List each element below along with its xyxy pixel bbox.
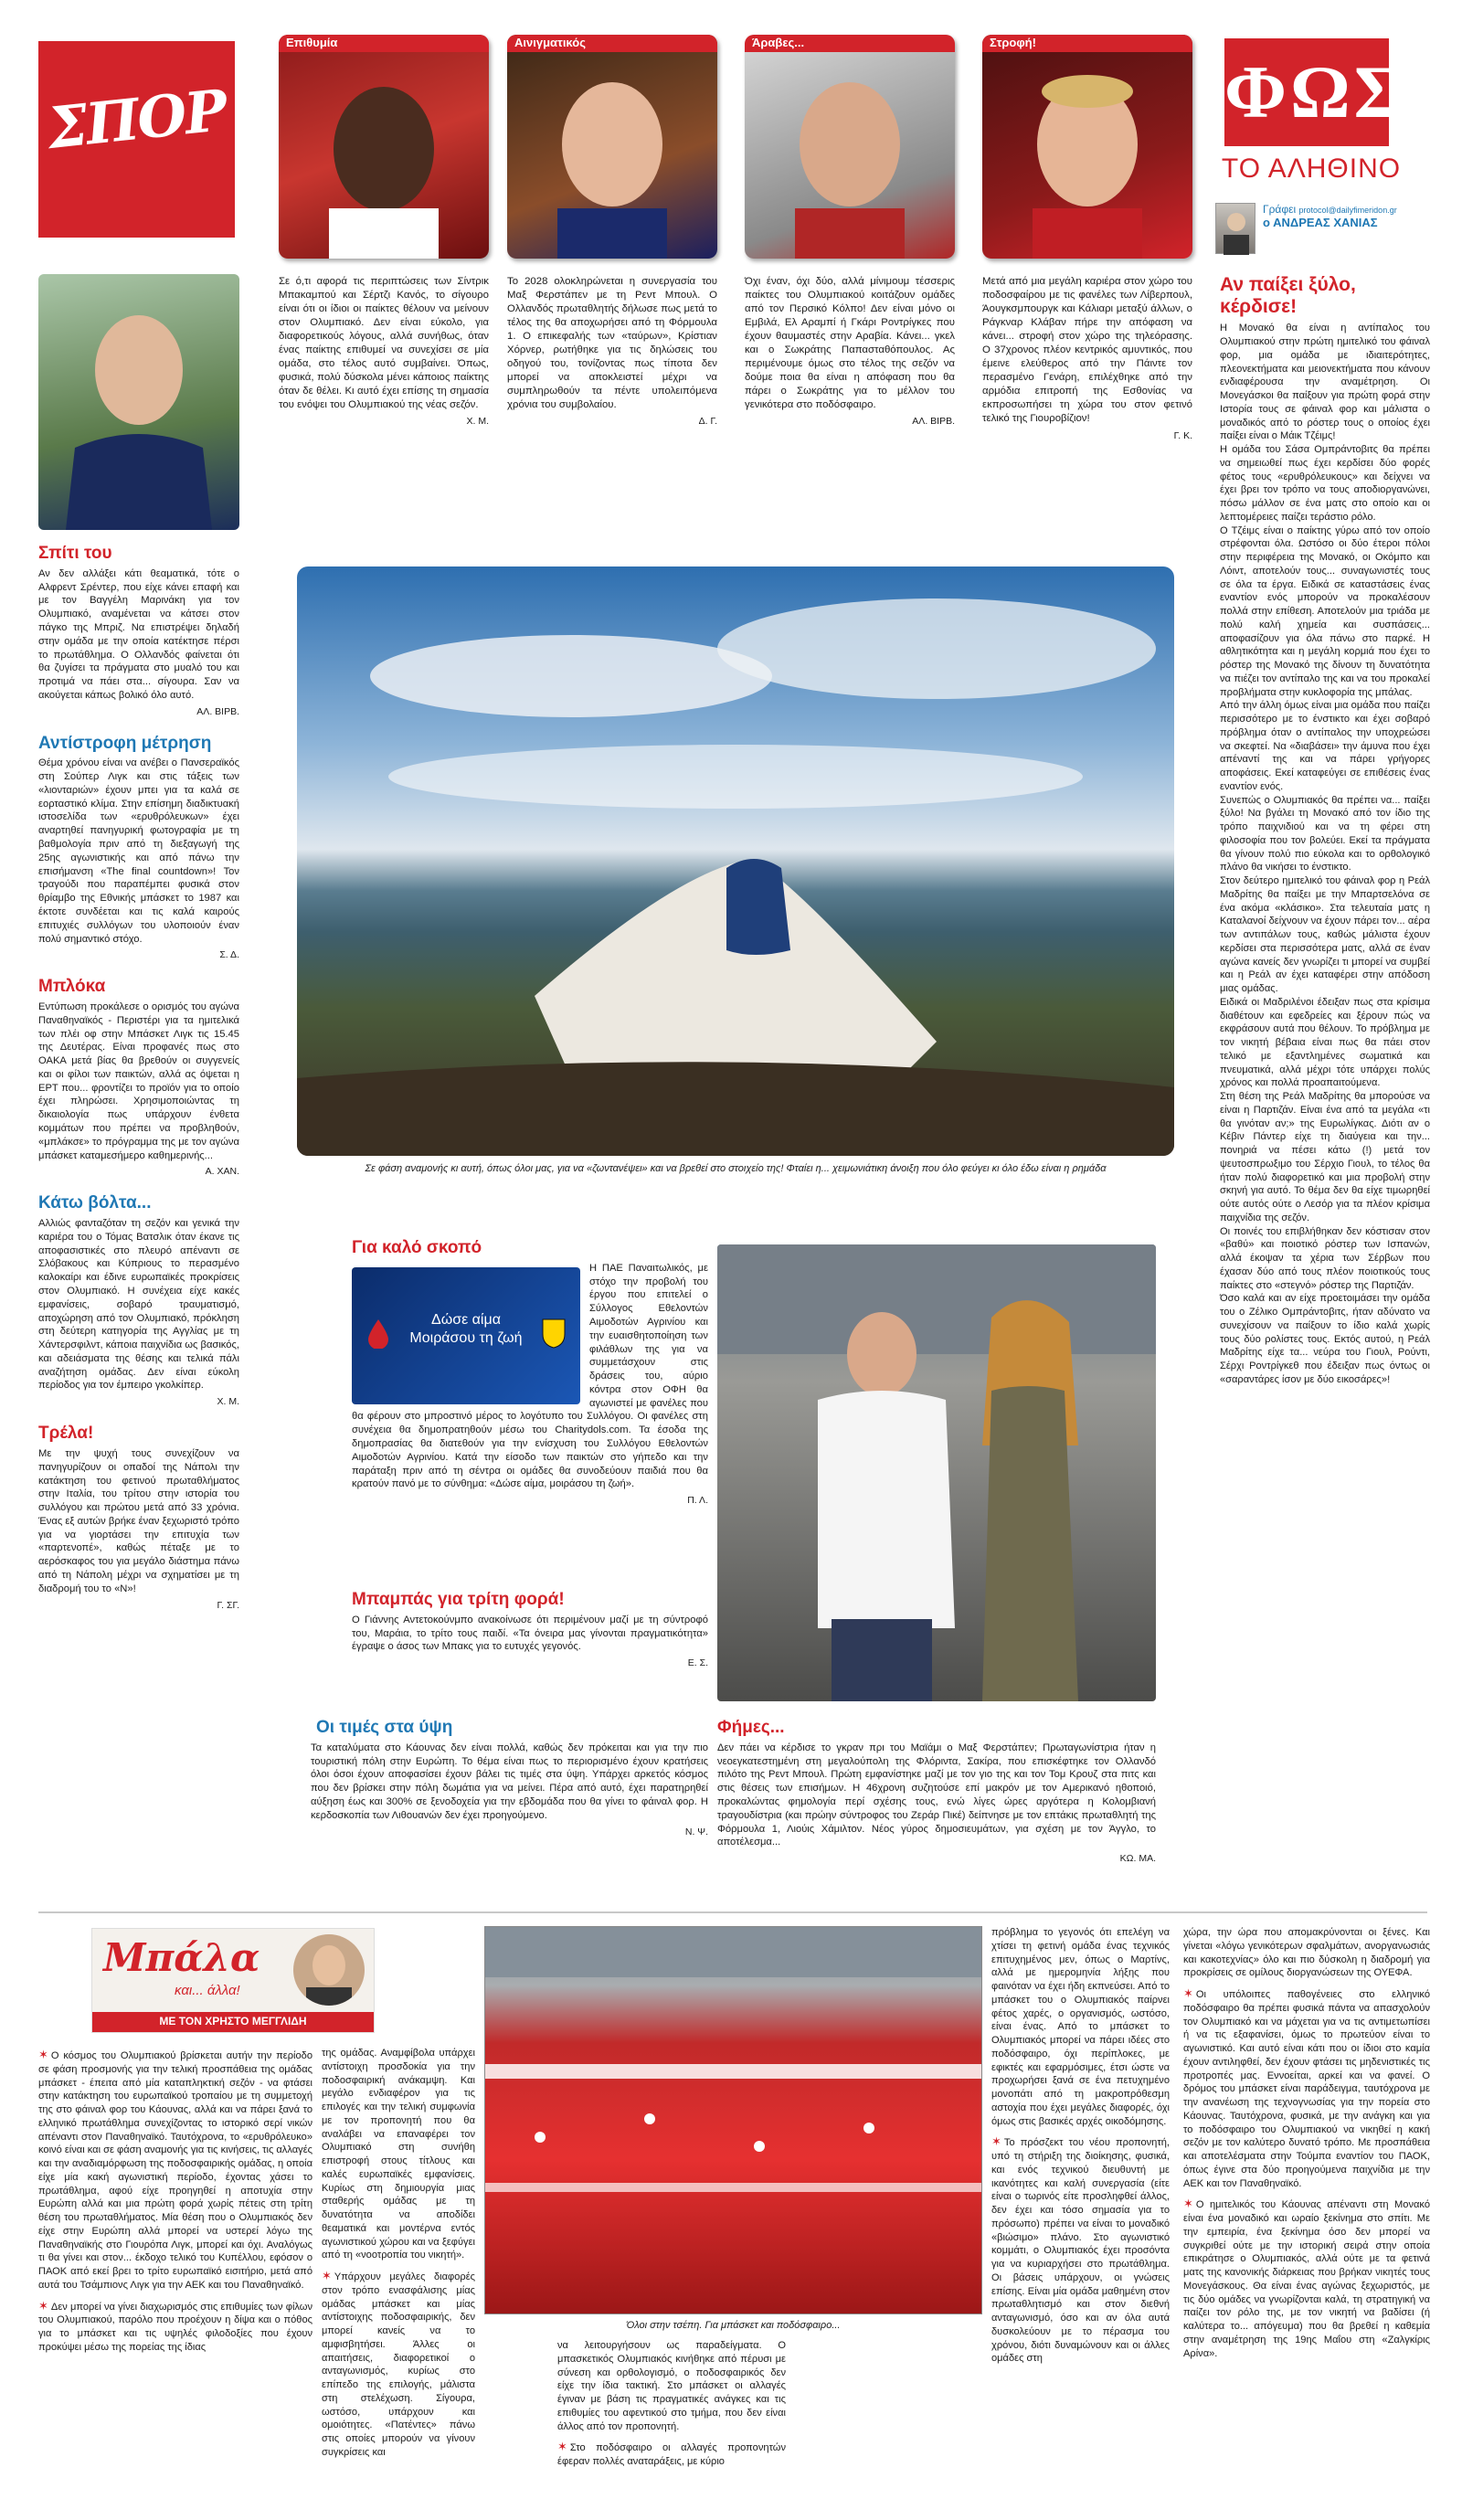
card-desire [279,35,489,429]
card-signature: Γ. Κ. [1173,429,1192,441]
feature-paragraph: Όσο καλά και αν είχε προετοιμάσει την ομάδα του ο Ζέλικο Ομπράντοβιτς, ήταν αδύνατο να συνεχίσουν να παίξουν το ίδιο καλά χωρίς τους δύο ρολίστες τους. Εκτός αυτού, η Ρεάλ Μαδρίτης είχε τα... νεύρα του Γιουλ, Ρούντι, Σέρχι Ροντρίγκεθ που έδειξαν πως όντως οι «σαραντάρες ίσον με δύο εικοσάρες»! [1220,1293,1430,1385]
author-avatar-icon [1216,204,1256,255]
celebrity-photo [717,1244,1156,1701]
article-body: Η ΠΑΕ Παναιτωλικός, με στόχο την προβολή του έργου που επιτελεί ο Σύλλογος Εθελοντών Αιμοδοτών Αγρινίου και την ευαισθητοποίηση των φιλάθλων της για να συμμετάσχουν στις δράσεις του, αύριο κόντρα στον ΟΦΗ θα αγωνιστεί με φανέλες που θα φέρουν στο μπροστινό μέρος το λογότυπο του Συλλόγου. Οι φανέλες στη συνέχεια θα δημοπρατηθούν μέσω του Charitydols.com. Τα έσοδα της δημοπρασίας θα διατεθούν για την ενίσχυση του Συλλόγου Εθελοντών Αιμοδοτών Αγρινίου. Κατά την είσοδο των παικτών στο γήπεδο και την παράταξη πριν από τη σέντρα οι ομάδες θα συνοδεύουν παιδιά που θα κρατούν πανό με το σύνθημα: «Δώσε αίμα, μοιράσου τη ζωή». [352,1262,708,1490]
section-title: ΣΠΟΡ [44,77,229,162]
blood-drop-icon [366,1318,390,1349]
article-body: Αλλιώς φανταζόταν τη σεζόν και γενικά την καριέρα του ο Τόμας Βατσλικ όταν έκανε τις αποφασιστικές στο πλευρό απέναντι σε Σλόβακους και Κύπριους το περασμένο καλοκαίρι και έδινε ευρωπαϊκές προκρίσεις στον Ολυμπιακό. Η συνέχεια είχε κακές εμφανίσεις, σοβαρό τραυματισμό, αποχώρηση από τον Ολυμπιακό, πρόκληση στη δεύτερη κατηγορία της Αγγλίας με τη Χάντερσφιλντ, κάποια παιχνίδια ως βασικός, και αδειάσματα της θέσης και τελικά πάλι αναζήτηση ομάδας. Δεν είναι εύκολη περίοδος για τον έμπειρο γκολκίπερ. [38,1218,239,1392]
article-body: Εντύπωση προκάλεσε ο ορισμός του αγώνα Παναθηναϊκός - Περιστέρι για τα ημιτελικά των πλέι οφ στην Μπάσκετ Λιγκ τις 15.45 της Δευτέρας. Είναι προφανές πως στο ΟΑΚΑ μετά βίας θα βρεθούν οι συγγενείς και οι φίλοι των παικτών, αλλά ας όψεται η ΕΡΤ που... φροντίζει το προϊόν για το οποίο έχει πληρώσει. Χρησιμοποιώντας τη δικαιολογία πως υπάρχουν ένθετα κομμάτων που πρέπει να προβληθούν, «μπλάκσε» το πρόγραμμα της με τον αγώνα μπάσκετ καταμεσήμερο καθημερινής... [38,1001,239,1161]
banner-line1: Δώσε αίμα [431,1311,501,1328]
column-paragraph: να λειτουργήσουν ως παραδείγματα. Ο μπασκετικός Ολυμπιακός κινήθηκε από πέρυσι με σύνεση και ορθολογισμό, ο ποδοσφαιρικός δεν είχε την ίδια τακτική. Στο μπάσκετ οι αλλαγές έγιναν με βάση τις πραγματικές ανάγκες και τις επιθυμίες του αφεντικού στο τμήμα, που δεν είναι άλλος από τον προπονητή. [557,2340,786,2432]
article-signature: Ν. Ψ. [684,1826,708,1837]
coach-portrait-icon [38,274,239,530]
card-signature: Δ. Γ. [698,416,717,428]
card-text: Σε ό,τι αφορά τις περιπτώσεις των Σίντρικ Μπακαμπού και Σέρτζι Κανός, το σίγουρο είναι ότι οι ίδιοι οι παίκτες θέλουν να μείνουν στον Ολυμπιακό. Δεν είναι εύκολο, για διαφορετικούς λόγους, αλλά συνήθως, όταν ένας παίκτης επιθυμεί να συνεχίσει σε μία ομάδα, στο τέλος αυτό συμβαίνει. Όπως, φυσικά, πολύ δύσκολα μένει κάποιος παίκτης όταν δε θέλει. Κι αυτό έχει επίσης τη σημασία του ενόψει του Ολυμπιακού της νέας σεζόν. [279,276,489,411]
article-signature: Σ. Δ. [219,949,239,961]
player-portrait-icon [745,35,955,259]
article-headline: Σπίτι του [38,544,112,563]
banner-line2: Μοιράσου τη ζωή [409,1329,523,1346]
column-paragraph: Δεν μπορεί να γίνει διαχωρισμός στις επιθυμίες των φίλων του Ολυμπιακού, παρόλο που προέχουν η δίψα και ο πόθος για το μπάσκετ και τις υψηλές φιλοδοξίες που έχουν προκύψει μέσω της πορείας της ίδιας [38,2301,313,2353]
column-text-4 [991,1926,1170,2366]
driver-portrait-icon [507,35,717,259]
column-text-5 [1183,1926,1430,2360]
article-headline: Κάτω βόλτα... [38,1193,152,1213]
card-text: Το 2028 ολοκληρώνεται η συνεργασία του Μαξ Φερστάπεν με τη Ρεντ Μπουλ. Ο Ολλανδός πρωταθλητής δήλωσε πως μετά το τέλος της θα αποχωρήσει από τη Φόρμουλα 1. Ο επικεφαλής των «ταύρων», Κρίστιαν Χόρνερ, ρωτήθηκε για τις δηλώσεις του οδηγού του, τονίζοντας πως τίποτα δεν μπορεί να αποκλειστεί μέχρι να συμπληρωθούν τα πέντε υπολειπόμενα χρόνια του συμβολαίου. [507,276,717,411]
star-icon: ✶ [1183,2197,1193,2211]
author-photo [1215,203,1255,254]
column-paragraph: Ο ημιτελικός του Κάουνας απέναντι στη Μονακό είναι ένα μοναδικό και ωραίο ξεκίνημα στο σπίτι. Με την εμπειρία, ένα ξεκίνημα όσο δεν μπορεί να συγκριθεί ούτε με την ιστορική σειρά στην οποία επικράτησε ο Ολυμπιακός, αλλά ούτε με τα φετινά ματς της κανονικής διάρκειας που βρήκαν νικητές τους Μονεγάσκους. Θα είναι ένας αγώνας ξεχωριστός, με τις δύο ομάδες να γνωρίζονται καλά, τη στρατηγική να παίζει τον ρόλο της, με τον νικητή να βαδίσει (ή καλύτερα το... απόγευμα) που θα βρεθεί η καθεμία στην αναμέτρηση της 19ης Μαΐου στη «Ζαλγκίρις Αρίνα». [1183,2199,1430,2359]
card-signature: ΑΛ. ΒΙΡΒ. [912,416,955,428]
article-body: Τα καταλύματα στο Κάουνας δεν είναι πολλά, καθώς δεν πρόκειται και για την πιο τουριστική πόλη στην Ευρώπη. Το θέμα είναι πως το περιορισμένο έχουν κρατήσεις όλοι όσοι έχουν αποφασίσει έχουν βάλει τις τιμές στα ύψη. Υπάρχει αρκετός κόσμος που δεν βρίσκει στην πόλη δωμάτια για να μείνει. Πέρα από αυτό, έχει παρατηρηθεί αύξηση έως και 300% σε ξενοδοχεία για την εβδομάδα που θα γίνει το φάιναλ φορ. Η κερδοσκοπία των Λιθουανών δεν έχει προηγούμενο. [311,1742,708,1821]
columnist-photo [293,1934,365,2006]
column-paragraph: Ο κόσμος του Ολυμπιακού βρίσκεται αυτήν την περίοδο σε φάση προσμονής για την τελική προσπάθεια της ομάδας μπάσκετ - έπειτα από μία καταπληκτική σεζόν - να φτάσει στην κατάκτηση του ευρωπαϊκού τροπαίου με τη συμμετοχή της στο φάιναλ φορ του Κάουνας, αλλά και να πάρει ξανά το ελληνικό πρωτάθλημα συνεχίζοντας το ιστορικό σερί νικών απέναντι στον Παναθηναϊκό. Ταυτόχρονα, το «ερυθρόλευκο» κοινό είναι και σε φάση αναμονής για τις κινήσεις, τις αλλαγές και την αναδιαμόρφωση της ποδοσφαιρικής ομάδας, η οποία είχε μία κακή αγωνιστική περίοδο, έχοντας χάσει το πρωτάθλημα, αφού είχε προηγηθεί η αποτυχία στην Ευρώπη αλλά και μια πρώτη φορά χωρίς πέτεις στη τρίτη θέση του πρωταθλήματος. Μία θέση που ο Ολυμπιακός δεν είχε στην Ευρώπη αλλά μπορεί να υστερεί λόγω της Παναθηναϊκής στο Γιουρόπα Λιγκ, μπορεί και όχι. Αναλόγως τι θα γίνει και στον... έκδοχο τελικό του Κυπέλλου, εφόσον ο ΠΑΟΚ από εκεί βρει το τρίτο ευρωπαϊκό εισιτήριο, μετά από αυτά του Τσάμπιονς Λιγκ για την ΑΕΚ και του Παναθηναϊκό. [38,2050,313,2291]
star-icon: ✶ [991,2134,1001,2149]
card-tag: Αινιγματικός [507,35,717,52]
article-headline: Τρέλα! [38,1424,94,1444]
article-dad [352,1590,708,1670]
article-headline: Φήμες... [717,1718,785,1737]
card-text: Μετά από μια μεγάλη καριέρα στον χώρο του ποδοσφαίρου με τις φανέλες των Λίβερπουλ, Άουγκσμπουργκ και Κάλιαρι μεταξύ άλλων, ο Ράγκναρ Κλάβαν πήρε την απόφαση να κάνει... στροφή στον χώρο της τηλεόρασης. Ο 37χρονος πλέον κεντρικός αμυντικός, που έμεινε ελεύθερος από την Πάιντε τον περασμένο Γενάρη, επιλέχθηκε από την αρμόδια επιτροπή της Εσθονίας να εκπροσωπήσει τη χώρα του στον φετινό τελικό της Γιουροβίζιον! [982,276,1192,425]
boat-illustration-icon [297,566,1174,1156]
club-crest-icon [540,1318,567,1349]
column-paragraph: Υπάρχουν μεγάλες διαφορές στον τρόπο ενασφάλισης μίας ομάδας μπάσκετ και μίας αντίστοιχης ποδοσφαιρικής, δεν μπορεί κανείς να το αμφισβητήσει. Άλλες οι απαιτήσεις, διαφορετικοί ο ανταγωνισμός, κυρίως στο επίπεδο της επιλογής, μάλιστα στη στελέχωση. Σίγουρα, ωστόσο, υπάρχουν και ομοιότητες. «Πατέντες» πάνω στις οποίες μπορούν να γίνουν συγκρίσεις και [322,2271,475,2458]
brand-logo [1224,38,1407,146]
brand-letters: ΦΩΣ [1224,50,1407,133]
card-tag: Άραβες... [745,35,955,52]
feature-paragraph: Στη θέση της Ρεάλ Μαδρίτης θα μπορούσε να είναι η Παρτιζάν. Είναι ένα από τα μεγάλα «τι θα γινόταν αν;» της Ευρωλίγκας. Διότι αν ο Κέβιν Πάντερ είχε τη διαύγεια και την... πονηριά να πέσει κάτω (!) μετά τον ψευτοσπρωξιμο του Σέρχιο Γιουλ, το τέλος θα ήταν πολύ διαφορετικό και μια προβολή στην σκηνή για αυτό. Το θέμα δεν θα είχε τιμωρηθεί ούτε αυτός ούτε ο Λεσόρ για τα πλέον κρίσιμα παιχνίδια της σεζόν. [1220,1091,1430,1223]
article-signature: Ε. Σ. [687,1657,708,1669]
column-paragraph: Οι υπόλοιπες παθογένειες στο ελληνικό ποδόσφαιρο θα πρέπει φυσικά πάντα να απασχολούν τον Ολυμπιακό και να μάχεται για να τις αντιμετωπίσει ή να τις εξαφανίσει, όμως το πρωτεύον είναι το αγωνιστικό. Και αυτό είναι κάτι που οι ίδιοι στο καμία έχουν αντιληφθεί, δεν έχουν φτάσει τις μηδενιστικές τις προτροπές μας. Εννοείται, αρκεί και να φανεί. Ο δρόμος του μπάσκετ είναι παράδειγμα, ταυτόχρονα με την ανανέωση της τεχνογνωσίας για την πορεία στο Κάουνας. Ταυτόχρονα, φυσικά, με την ανάγκη και για το ποδόσφαιρο του Ολυμπιακού να νικηθεί η κακή σεζόν με τον καλύτερο δυνατό τρόπο. Με προσπάθεια και αποτελέσματα στην Τούμπα εναντίον του ΠΑΟΚ, όπως έγινε στα δύο προηγούμενα παιχνίδια με την ΑΕΚ και τον Παναθηναϊκό. [1183,1989,1430,2189]
article-headline: Για καλό σκοπό [352,1238,482,1257]
author-name: ο ΑΝΔΡΕΑΣ ΧΑΝΙΑΣ [1263,216,1378,230]
column-logo-sub: και... άλλα! [175,1983,240,1998]
article-body: Δεν πάει να κέρδισε το γκραν πρι του Μαϊάμι ο Μαξ Φερστάπεν; Πρωταγωνίστρια ήταν η νεοεγκατεστημένη στη μεγαλούπολη της Φλόριντα, Σακίρα, που επισκέφτηκε τον Ολλανδό πιλότο της Ρεντ Μπουλ. Πρώτη εμφανίστηκε μαζί με τον γιο της και τον Τομ Κρουζ στα πιτς και στις θέσεις των επισήμων. Η 46χρονη συζητούσε επί μακρόν με τον Αμερικανό ηθοποιό, προκαλώντας φημολογία περί σχέσης τους, ενώ λίγες ώρες αργότερα η Κολομβιανή τραγουδίστρια (και πρώην σύντροφος του Ζεράρ Πικέ) δείπνησε με τον επτάκις πρωταθλητή της Φόρμουλα 1, Λιούις Χάμιλτον. Νέος γύρος δημοσιευμάτων, για σχέση με τον Άγγλο, το αποτέλεσμα... [717,1742,1156,1848]
stadium-photo-caption: Όλοι στην τσέπη. Για μπάσκετ και ποδόσφαιρο... [626,2320,841,2331]
section-logo-box [38,41,235,238]
feature-paragraph: Στον δεύτερο ημιτελικό του φάιναλ φορ η Ρεάλ Μαδρίτης θα παίξει με την Μπαρτσελόνα σε ένα ακόμα «κλάσικο». Στα τελευταία ματς η Καταλανοί δείχνουν να έχουν πάρει τον... αέρα των αντιπάλων τους, καθώς μάλιστα έχουν κερδίσει στα περισσότερα ματς, αλλά σε έναν αγώνα κανείς δεν γνωρίζει τι μπορεί να συμβεί και η Ρεάλ αν έχει καταφέρει στην απόδοση μιας ομάδας. [1220,875,1430,995]
feature-paragraph: Οι ποινές του επιβλήθηκαν δεν κόστισαν στον «βαθύ» και ποιοτικό ρόστερ των Ισπανών, αλλά έκοψαν τα χέρια των Σέρβων που έχασαν δύο από τους πλέον ποιοτικούς τους παίκτες στο «στεγνό» ρόστερ της Παρτιζάν. [1220,1225,1430,1291]
card-photo [279,35,489,259]
card-enigmatic [507,35,717,429]
article-block [38,977,239,1179]
article-good-cause [352,1238,708,1508]
article-signature: ΑΛ. ΒΙΡΒ. [196,705,239,717]
brand-subtitle: ΤΟ ΑΛΗΘΙΝΟ [1221,154,1402,184]
feature-paragraph: Η Μονακό θα είναι η αντίπαλος του Ολυμπιακού στην πρώτη ημιτελικό του φάιναλ φορ, μια ομάδα με ιδιαιτερότητες, πλεονεκτήματα και μειονεκτήματα που κάνουν ενδιαφέρουσα την αναμέτρηση. Οι Μονεγάσκοι θα παίξουν για πρώτη φορά στην Ιστορία τους σε φάιναλ φορ και μάλιστα ο μοναδικός από το ρόστερ τους ο οποίος έχει παίξει είναι ο Μάικ Τζέιμς! [1220,323,1430,442]
author-box [1215,203,1435,267]
boat-photo-caption: Σε φάση αναμονής κι αυτή, όπως όλοι μας, για να «ζωντανέψει» και να βρεθεί στο στοιχείο της! Φταίει η... χειμωνιάτικη άνοιξη που όλο φεύγει κι όλο έδω είναι η ρημάδα [365,1163,1107,1174]
column-logo-main: Μπάλα [103,1935,260,1980]
article-countdown [38,734,239,963]
card-arabs [745,35,955,429]
card-photo [982,35,1192,259]
article-headline: Αντίστροφη μέτρηση [38,733,212,753]
article-body: Θέμα χρόνου είναι να ανέβει ο Πανσεραϊκός στη Σούπερ Λιγκ και στις τάξεις των «λιονταριών» έχουν μπει για τα καλά σε εορταστικό κλίμα. Στην επίσημη διαδικτυακή ιστοσελίδα των «ερυθρόλευκων» έχει αναρτηθεί πανηγυρική φωτογραφία με τη βαθμολογία πριν από τη διεξαγωγή της 25ης αγωνιστικής και από πάνω την επισήμανση «The final countdown»! Τον τραγούδι που παραπέμπει φυσικά στον θρίαμβο της Εθνικής μπάσκετ το 1987 και έκτοτε συνδέεται και τις καλά καιρούς επιτυχιές συλλόγων του υλοποιούν έναν πολύ σημαντικό στόχο. [38,757,239,945]
column-paragraph: χώρα, την ώρα που απομακρύνονται οι ξένες. Και γίνεται «λόγω γενικότερων σφαλμάτων, ανοργανωσιάς και κακοτεχνίας» όλο και πιο δύσκολη η διαδρομή για προκρίσεις σε ομίλους διοργανώσεων της ΟΥΕΦΑ. [1183,1927,1430,1979]
feature-paragraph: Συνεπώς ο Ολυμπιακός θα πρέπει να... παίξει ξύλο! Να βγάλει τη Μονακό από τον ίδιο της τρόπο παιχνιδιού και να τη φέρει στη φιλοσοφία που τον βολεύει. Εκεί τα πράγματα θα γίνουν πολύ πιο εύκολα και το ορθολογικό πλάνο θα νικήσει το ένστικτο. [1220,794,1430,874]
article-rumors [717,1718,1156,1866]
column-logo [91,1928,375,2033]
article-signature: Χ. Μ. [217,1396,239,1408]
column-paragraph: Στο ποδόσφαιρο οι αλλαγές προπονητών έφεραν πολλές αναταράξεις, με κύριο [557,2442,786,2467]
article-body: Με την ψυχή τους συνεχίζουν να πανηγυρίζουν οι οπαδοί της Νάπολι την κατάκτηση του φετινού πρωταθλήματος στην Ιταλία, του τρίτου στην ιστορία του συλλόγου και πρώτου μετά από 33 χρόνια. Ένας εξ αυτών βρήκε έναν ξεχωριστό τρόπο για να γιορτάσει την επιτυχία των «παρτενοπέ», καθώς πέταξε με το αερόσκαφος του για μεγάλο διάστημα πάνω από τη Νάπολη μέχρι να σχηματίσει με τη διαδρομή του το «Ν»! [38,1447,239,1594]
star-icon: ✶ [38,2048,48,2061]
card-turn [982,35,1192,442]
player-portrait-icon [279,35,489,259]
star-icon: ✶ [322,2269,332,2282]
feature-paragraph: Η ομάδα του Σάσα Ομπράντοβιτς θα πρέπει να σημειωθεί πως έχει κερδίσει δύο φορές φέτος τους «ερυθρόλευκους» και δείχνει να έχει βρει τον τρόπο να τους αποδιοργανώνει, πόσω μάλλον σε ένα ματς στο οποίο και οι λεπτομέρειες παίζει τεράστιο ρόλο. [1220,444,1430,523]
card-photo [745,35,955,259]
section-divider [38,1911,1427,1913]
column-text-3 [557,2339,786,2469]
feature-paragraph: Ο Τζέιμς είναι ο παίκτης γύρω από τον οποίο στρέφονται όλα. Ωστόσο οι δύο έτεροι πόλοι στην περιφέρεια της Μονακό, οι Οκόμπο και Λόιντ, αποτελούν τους... συναγωνιστές τους σε όλα τα έργα. Ειδικά σε καταστάσεις ένας εναντίον ενός μπορούν να προκαλέσουν πολλά στην επίθεση. Αποτελούν μια τριάδα με πολύ καλή χημεία και συσπάσεις... αποφασίζουν για όλα πάνω στο παρκέ. Η αθλητικότητα και η μεγάλη κορμιά που έχει το ρόστερ της Μονακό της δίνουν τη δυνατότητα να πιέζει τον αντίπαλο της και να του προκαλεί προβλήματα στην κυκλοφορία της μπάλας. [1220,524,1430,698]
column-byline: ΜΕ ΤΟΝ ΧΡΗΣΤΟ ΜΕΓΓΛΙΔΗ [92,2012,374,2032]
celebrities-illustration-icon [717,1244,1156,1701]
card-photo [507,35,717,259]
column-paragraph: της ομάδας. Αναμφίβολα υπάρχει αντίστοιχη προσδοκία για την ποδοσφαιρική ανάκαμψη. Και μεγάλο ενδιαφέρον για τις επιλογές και την τελική συμφωνία με τον προπονητή που θα αναλάβει να επαναφέρει τον Ολυμπιακό στη συνήθη επιστροφή στους τίτλους και καλές ευρωπαϊκές εμφανίσεις. Κυρίως στη δημιουργία μιας σταθερής ομάδας με τη δυνατότητα να αποδίδει θεαματικά και μοντέρνα εντός αγωνιστικού χώρου και να ξεφύγει από τη «νοοτροπία του νικητή». [322,2048,475,2261]
article-down [38,1193,239,1409]
article-signature: Γ. ΣΓ. [217,1599,239,1611]
article-madness [38,1424,239,1612]
article-signature: Α. ΧΑΝ. [205,1166,239,1178]
column-paragraph: Το πρόσζεκτ του νέου προπονητή, υπό τη στήριξη της διοίκησης, φυσικά, και ενός τεχνικού διευθυντή με ικανότητες και καλή συνεργασία (είτε είναι ο τωρινός είτε προσληφθεί άλλος, δεν έχει και τόσο σημασία για το πρόσωπο) πρέπει να είναι το μοναδικό «βιώσιμο» πλάνο. Στο αγωνιστικό κομμάτι, ο Ολυμπιακός έχει προσόντα για να κυριαρχήσει στο πρωτάθλημα. Οι βάσεις υπάρχουν, οι γνώσεις επίσης. Είναι μία ομάδα μαθημένη στον πρωταθλητισμό και στον διεθνή ανταγωνισμό, όσο και αν όλα αυτά δυσκολεύουν με το πέρασμα του χρόνου, διότι δυναμώνουν και οι άλλες ομάδες στη [991,2137,1170,2365]
article-headline: Μπαμπάς για τρίτη φορά! [352,1590,565,1609]
column-paragraph: πρόβλημα το γεγονός ότι επελέγη να χτίσει τη φετινή ομάδα ένας τεχνικός επιτυχημένος μεν, όπως ο Μαρτίνς, αλλά με ημερομηνία λήξης που φαινόταν να έχει ήδη εκπνεύσει. Από το μπάσκετ του ο Ολυμπιακός παίρνει φέτος χαρές, ο οργανισμός, ωστόσο, είναι ένας. Από το μπάσκετ το Ολυμπιακός μπορεί να πάρει ιδέες στο ποδόσφαιρο, όχι περίπλοκες, με εφικτές και εφαρμόσιμες, έτσι ώστε να προχωρήσει ξανά σε ένα πετυχημένο μονοπάτι από τη μακροπρόθεσμη αστοχία που έχει μεγάλες διαφορές, όχι όμως στις βασικές αρχές οικοδόμησης. [991,1927,1170,2127]
article-headline: Μπλόκα [38,977,106,997]
card-text: Όχι έναν, όχι δύο, αλλά μίνιμουμ τέσσερις παίκτες του Ολυμπιακού κοιτάζουν ομάδες από τον Περσικό Κόλπο! Δεν είναι μόνο οι Εμβιλά, Ελ Αραμπί ή Γκάρι Ροντρίγκες που έχουν θαυμαστές στην Αραβία. Κάνει... γκελ και ο Σωκράτης Παπασταθόπουλος. Ας περιμένουμε όμως στο τέλος της σεζόν να δούμε ποια θα είναι η απόφαση που θα πάρει ο Σωκράτης για το μέλλον του γενικότερα στο ποδόσφαιρο. [745,276,955,411]
stadium-photo [484,1926,982,2314]
article-headline: Οι τιμές στα ύψη [316,1718,453,1737]
card-tag: Επιθυμία [279,35,489,52]
star-icon: ✶ [1183,1986,1193,2000]
boat-photo [297,566,1174,1156]
column-text-1 [38,2047,313,2355]
author-email[interactable]: protocol@dailyfimeridon.gr [1298,206,1397,215]
columnist-avatar-icon [293,1934,365,2006]
star-icon: ✶ [38,2298,48,2313]
feature-paragraph: Από την άλλη όμως είναι μια ομάδα που παίζει περισσότερο με το ένστικτο και έχει σοβαρό πρόβλημα όταν ο αντίπαλος την υποχρεώσει να σκεφτεί. Να «διαβάσει» την άμυνα που έχει απέναντί της και να πάρει γρήγορες αποφάσεις. Εκεί καταφεύγει σε επιθέσεις ένας εναντίον ενός. [1220,700,1430,792]
article-prices [311,1718,708,1838]
author-label: Γράφει [1263,203,1297,216]
star-icon: ✶ [557,2440,567,2454]
left-column [38,544,239,1612]
article-signature: Π. Λ. [687,1495,708,1507]
card-signature: Χ. Μ. [466,416,489,428]
article-body: Ο Γιάννης Αντετοκούνμπο ανακοίνωσε ότι περιμένουν μαζί με τη σύντροφό του, Μαράια, το τρίτο τους παιδί. «Τα όνειρα μας γίνονται πραγματικότητα» έγραψε ο άσος των Μπακς για το ευτυχές γεγονός. [352,1614,708,1653]
feature-paragraph: Ειδικά οι Μαδριλένοι έδειξαν πως στα κρίσιμα διαθέτουν και εφεδρείες και ξέρουν πώς να εκφράσουν αυτά που θέλουν. Το πρόβλημα με τον νικητή βέβαια είναι πως θα πάει στον τελικό με εξαντλημένες σωματικά και πνευματικά, αλλά μέχρι τότε υπάρχει πολύς χρόνος και πολλά προαπαιτούμενα. [1220,996,1430,1089]
column-text-2 [322,2047,475,2460]
article-body: Αν δεν αλλάξει κάτι θεαματικά, τότε ο Αλφρεντ Σρέντερ, που είχε κάνει επαφή και με τον Βαγγέλη Μαρινάκη για τον Ολυμπιακό, αναμένεται να κάτσει στον πάγκο της Μπριζ. Να επιστρέψει δηλαδή στην ομάδα με την οποία κατέκτησε πέρσι το πρωτάθλημα. Ο Ολλανδός φαίνεται ότι θα ζυγίσει τα πράγματα στο μυαλό του και προτιμά να πάει στα... σίγουρα. Σαν να ακούγεται κάπως βολικό όλο αυτό. [38,567,239,701]
card-tag: Στροφή! [982,35,1192,52]
article-signature: ΚΩ. ΜΑ. [1119,1853,1156,1865]
article-home [38,544,239,719]
right-column [1220,274,1430,1387]
fans-crowd-icon [485,1927,982,2314]
feature-headline: Αν παίξει ξύλο, κέρδισε! [1220,274,1356,318]
blood-banner [352,1267,580,1404]
player-portrait-icon [982,35,1192,259]
coach-photo [38,274,239,530]
